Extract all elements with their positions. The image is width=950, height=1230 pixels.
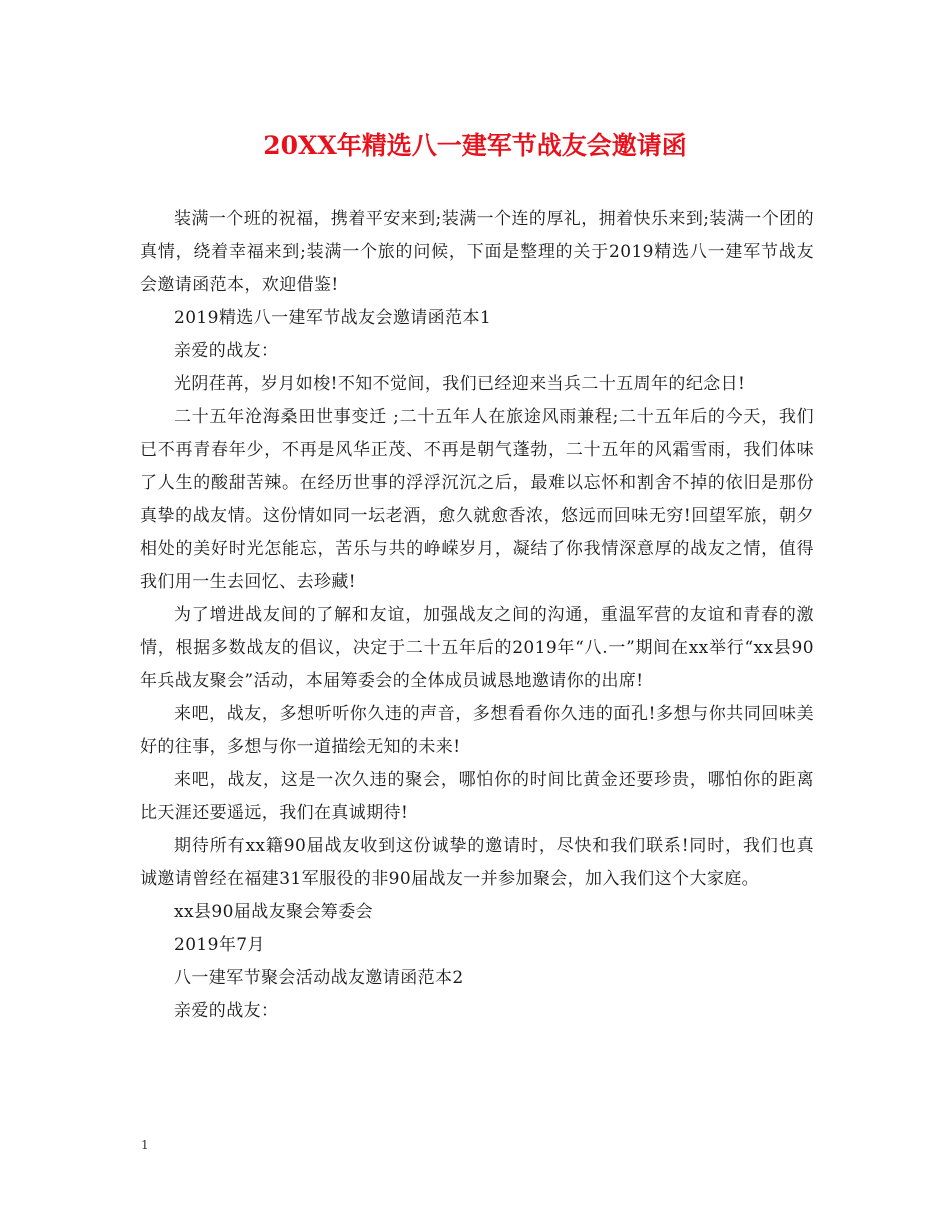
document-body — [140, 203, 814, 1028]
body-paragraph: 二十五年沧海桑田世事变迁 ;二十五年人在旅途风雨兼程;二十五年后的今天，我们已不再青春年少，不再是风华正茂、不再是朝气蓬勃，二十五年的风霜雪雨，我们体味了人生的酸甜苦辣。在经历世事的浮浮沉沉之后，最难以忘怀和割舍不掉的依旧是那份真挚的战友情。这份情如同一坛老酒，愈久就愈香浓，悠远而回味无穷!回望军旅，朝夕相处的美好时光怎能忘，苦乐与共的峥嵘岁月，凝结了你我情深意厚的战友之情，值得我们用一生去回忆、去珍藏! — [140, 407, 814, 592]
signature-date: 2019年7月 — [174, 935, 265, 955]
salutation-1: 亲爱的战友： — [174, 341, 279, 361]
body-paragraph: 来吧，战友，多想听听你久违的声音，多想看看你久违的面孔!多想与你共同回味美好的往事，多想与你一道描绘无知的未来! — [140, 704, 814, 757]
sample-1-heading: 2019精选八一建军节战友会邀请函范本1 — [174, 308, 492, 328]
document-title: 20XX年精选八一建军节战友会邀请函 — [263, 131, 687, 160]
signature-organizer: xx县90届战友聚会筹委会 — [174, 902, 374, 922]
body-paragraph: 光阴荏苒，岁月如梭!不知不觉间，我们已经迎来当兵二十五周年的纪念日! — [174, 374, 746, 394]
body-paragraph: 来吧，战友，这是一次久违的聚会，哪怕你的时间比黄金还要珍贵，哪怕你的距离比天涯还要遥远，我们在真诚期待! — [140, 770, 814, 823]
body-paragraph: 期待所有xx籍90届战友收到这份诚挚的邀请时，尽快和我们联系!同时，我们也真诚邀请曾经在福建31军服役的非90届战友一并参加聚会，加入我们这个大家庭。 — [140, 836, 814, 889]
sample-2-heading: 八一建军节聚会活动战友邀请函范本2 — [174, 968, 464, 988]
page-number: 1 — [141, 1138, 149, 1152]
body-paragraph: 为了增进战友间的了解和友谊，加强战友之间的沟通，重温军营的友谊和青春的激情，根据多数战友的倡议，决定于二十五年后的2019年“八.一”期间在xx举行“xx县90年兵战友聚会”活动，本届筹委会的全体成员诚恳地邀请你的出席! — [140, 605, 814, 691]
salutation-2: 亲爱的战友： — [174, 1001, 279, 1021]
intro-paragraph: 装满一个班的祝福，携着平安来到;装满一个连的厚礼，拥着快乐来到;装满一个团的真情，绕着幸福来到;装满一个旅的问候，下面是整理的关于2019精选八一建军节战友会邀请函范本，欢迎借鉴! — [140, 209, 814, 295]
